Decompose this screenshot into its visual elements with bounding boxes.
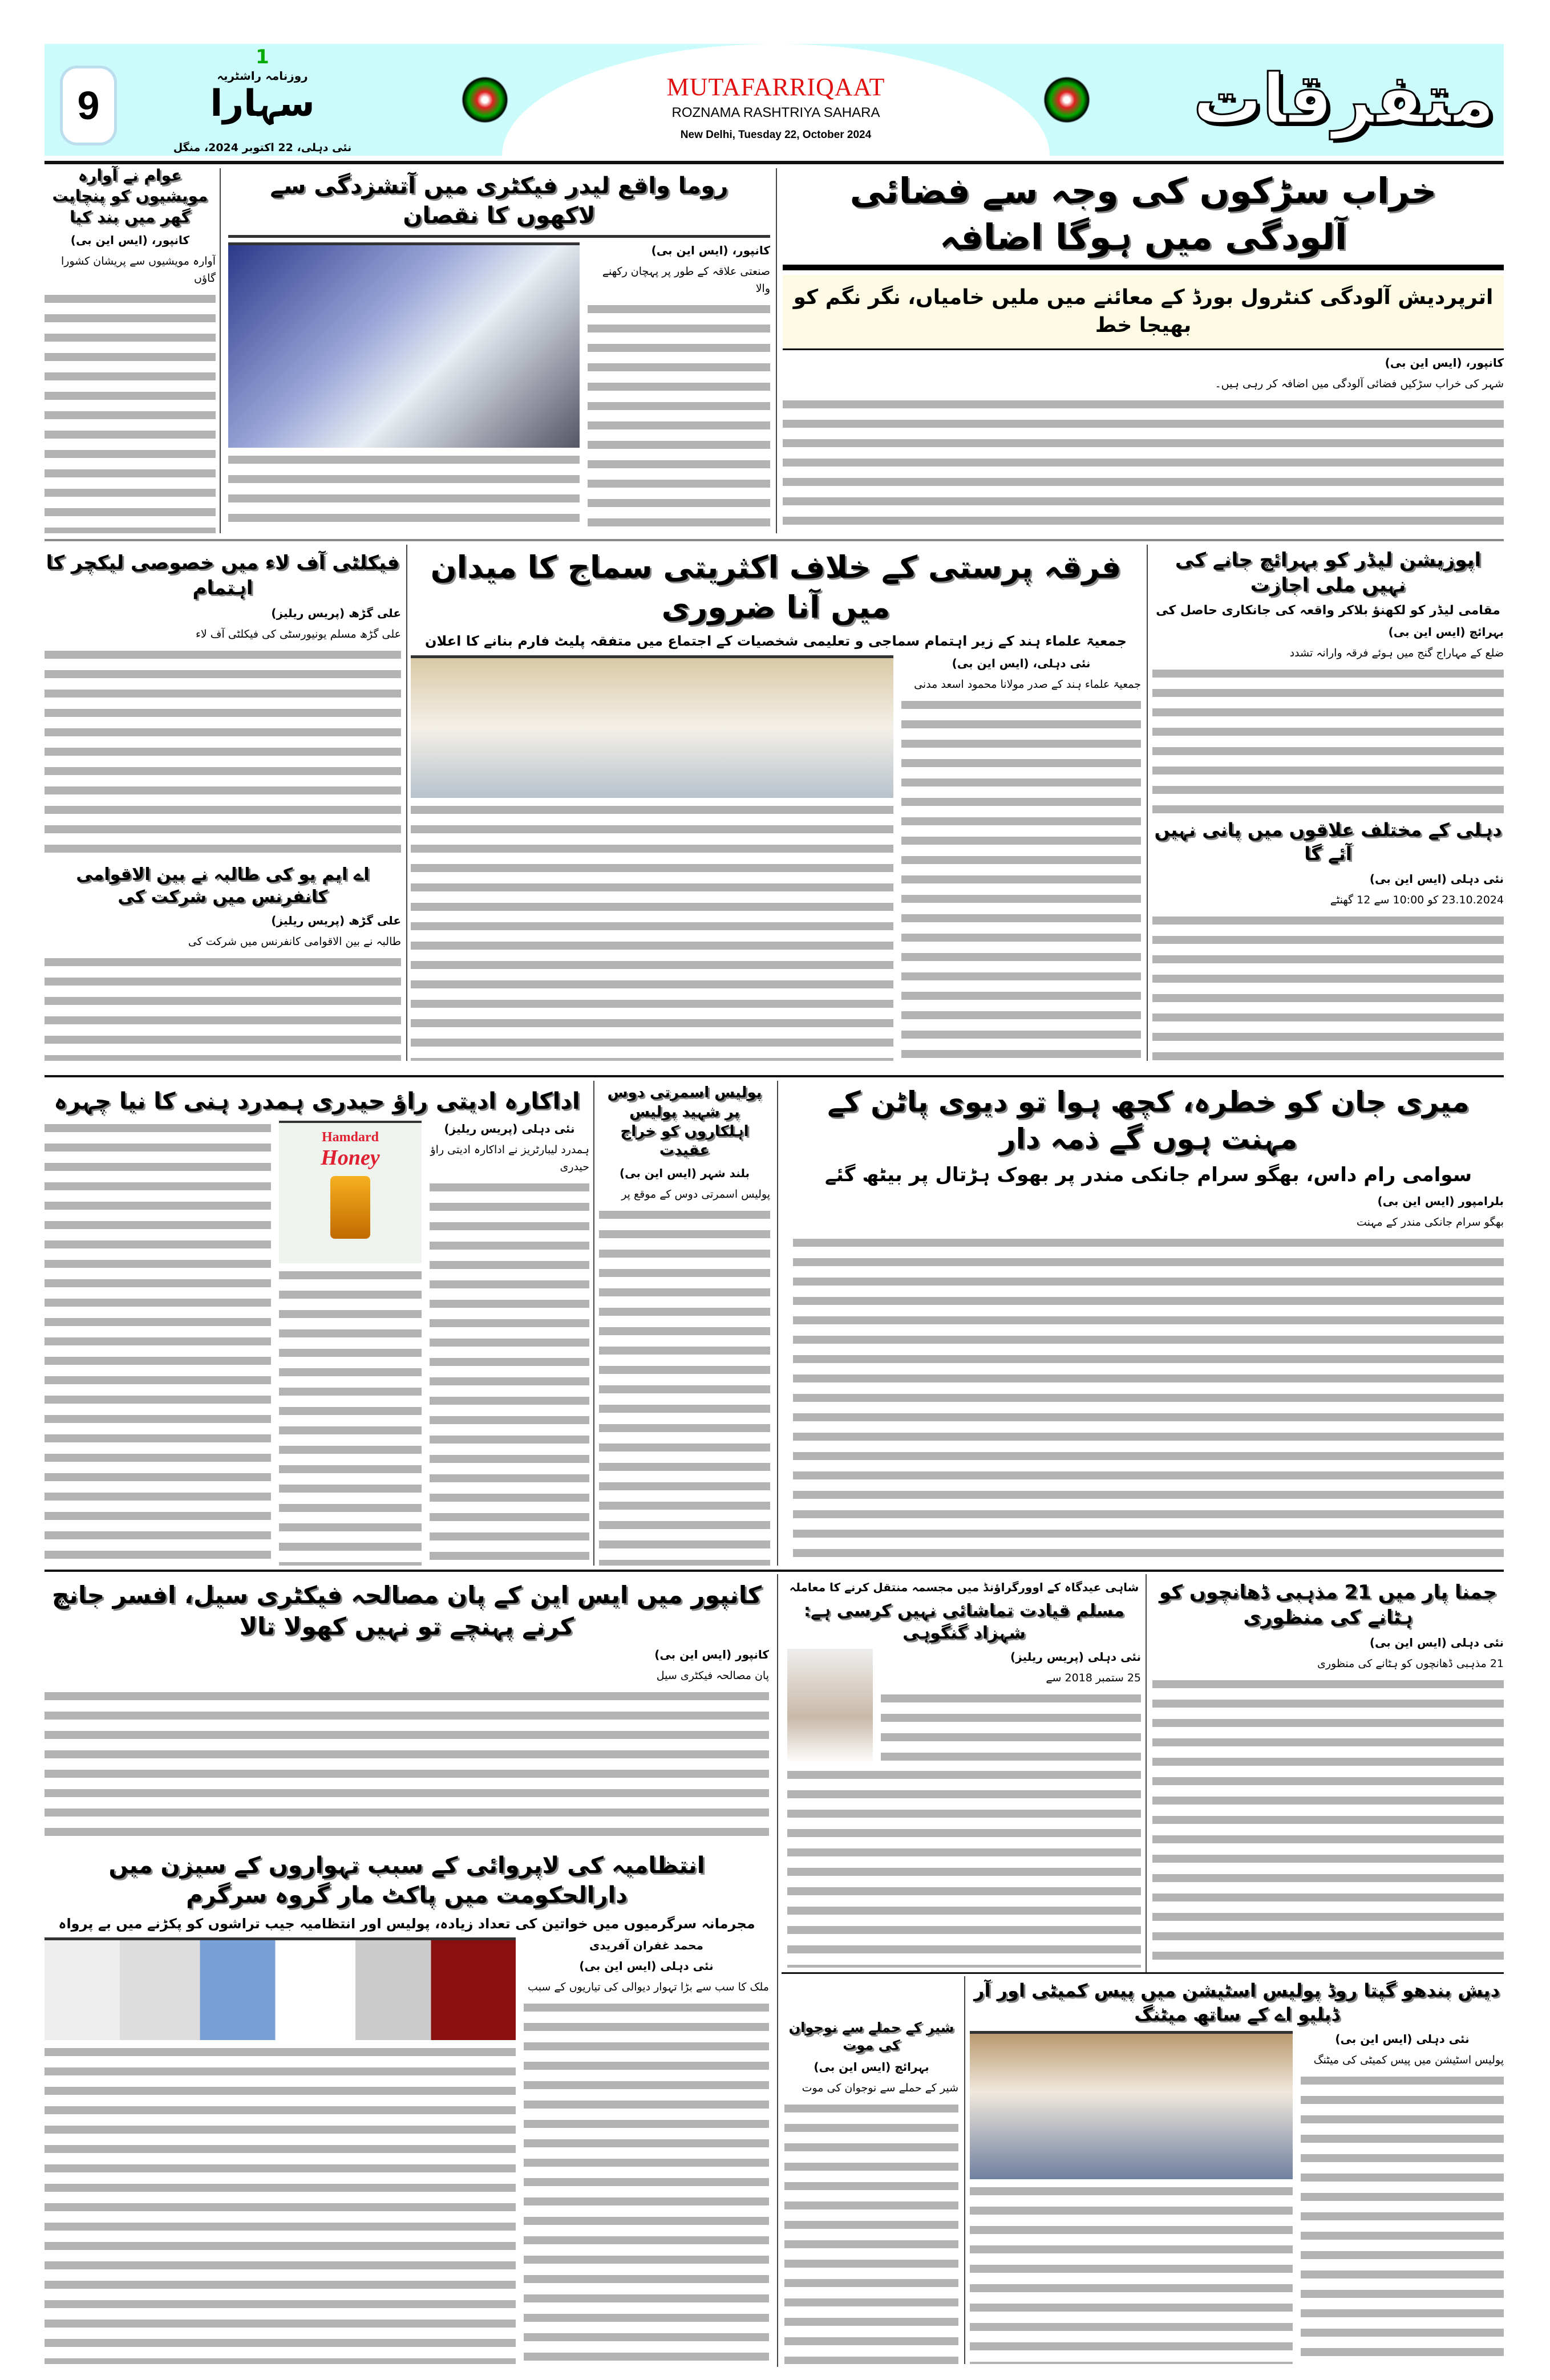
divider [44,539,1504,541]
headline[interactable]: کانپور میں ایس این کے پان مصالحہ فیکٹری سیل، افسر جانچ کرنے پہنچے تو نہیں کھولا تالا [51,1581,762,1640]
byline: بلرامپور (ایس این بی) [1377,1194,1504,1208]
article-body [44,291,216,533]
byline: بہرائچ (ایس این بی) [814,2060,929,2074]
headline[interactable]: خراب سڑکوں کی وجہ سے فضائی آلودگی میں ہوگا اضافہ [849,170,1437,258]
headline[interactable]: انتظامیہ کی لاپروائی کے سبب تہواروں کے سیزن میں دارالحکومت میں پاکٹ مار گروہ سرگرم [108,1852,705,1908]
article-lead: ضلع کے مہاراج گنج میں ہوئے فرقہ وارانہ تشدد [1289,647,1504,660]
byline: کانپور، (ایس این بی) [70,233,190,248]
article-jamia [1152,1580,1504,1968]
article-lead: شہر کی خراب سڑکیں فضائی آلودگی میں اضافہ کر رہی ہیں۔ [1215,378,1504,391]
byline: نئی دہلی (پریس ریلیز) [1010,1650,1141,1664]
page-number: 9 [60,66,117,145]
article-body [793,1235,1504,1566]
fire-photo [228,242,580,448]
divider [44,161,1504,164]
subheadline: اترپردیش آلودگی کنٹرول بورڈ کے معائنے میں ملیں خامیاں، نگر نگم کو بھیجا خط [783,275,1504,350]
divider [44,1570,1504,1572]
article-body [44,1689,769,1845]
byline: نئی دہلی (ایس این بی) [1335,2032,1470,2046]
article-lead: علی گڑھ مسلم یونیورسٹی کی فیکلٹی آف لاء [196,628,401,641]
byline: نئی دہلی (ایس این بی) [1369,1636,1504,1650]
article-lead: ہمدرد لیبارٹریز نے اداکارہ ادیتی راؤ حیدری [430,1144,589,1173]
article-fire [228,171,770,533]
divider [964,1976,965,2364]
divider [44,1075,1504,1077]
article-honey [44,1086,589,1566]
article-meeting [970,1979,1504,2364]
divider [220,168,221,533]
headline[interactable]: روما واقع لیدر فیکٹری میں آتشزدگی سے لاکھوں کا نقصان [270,173,729,229]
headline[interactable]: عوام نے آوارہ مویشیوں کو پنچایت گھر میں بند کیا [52,166,208,226]
article-body [524,2000,769,2364]
subheadline: جمعیۃ علماء ہند کے زیر اہتمام سماجی و تعلیمی شخصیات کے اجتماع میں متفقہ پلیٹ فارم بنانے کا اعلان [425,633,1127,650]
article-body [1301,2073,1504,2364]
date-en: New Delhi, Tuesday 22, October 2024 [680,129,872,141]
article-body [44,1121,271,1566]
subheadline: مجرمانہ سرگرمیوں میں خواتین کی تعداد زیادہ، پولیس اور انتظامیہ جیب تراشوں کو پکڑنے میں بے پرواہ [58,1916,755,1932]
divider [1147,545,1148,1061]
article-kanpur [44,1580,769,1845]
article-body [784,2101,958,2364]
headline[interactable]: میری جان کو خطرہ، کچھ ہوا تو دیوی پاٹن کے مہنت ہوں گے ذمہ دار [827,1085,1470,1155]
article-lead: پان مصالحہ فیکٹری سیل [656,1669,769,1682]
article-police [599,1084,770,1566]
headline[interactable]: پولیس اسمرتی دوس پر شہید پولیس اہلکاروں کو خراج عقیدت [607,1084,762,1159]
byline: کانپور، (ایس این بی) [1385,356,1504,370]
article-body [881,1691,1141,1763]
headline[interactable]: اپوزیشن لیڈر کو بہرائچ جانے کی نہیں ملی اجازت [1175,549,1482,597]
article-lead: آوارہ مویشیوں سے پریشان کشورا گاؤں [60,255,216,285]
divider [1146,1574,1147,1973]
article-body [970,2184,1293,2364]
headline[interactable]: مسلم قیادت تماشائی نہیں کرسی ہے: شہزاد گنگوہی [803,1601,1125,1643]
article-body [44,955,401,1061]
divider [406,545,407,1061]
article-lecture-amu [44,550,401,1061]
article-body [1152,913,1504,1061]
article-body [588,302,770,533]
headline[interactable]: فرقہ پرستی کے خلاف اکثریتی سماج کا میدان میں آنا ضروری [430,549,1122,626]
meeting-photo [411,655,893,798]
article-lead: شیر کے حملے سے نوجوان کی موت [802,2082,958,2095]
headline[interactable]: فیکلٹی آف لاء میں خصوصی لیکچر کا اہتمام [46,552,400,600]
headline[interactable]: دہلی کے مختلف علاقوں میں پانی نہیں آئے گا [1154,819,1502,865]
byline: نئی دہلی (ایس این بی) [579,1959,714,1973]
article-body [1152,1677,1504,1968]
portrait-photo [787,1649,873,1763]
byline: بلند شہر (ایس این بی) [619,1166,750,1181]
article-tiger [784,2019,958,2364]
byline: نئی دہلی (پریس ریلیز) [444,1122,575,1136]
article-body [279,1268,422,1566]
byline: علی گڑھ (پریس ریلیز) [271,914,401,928]
article-body [228,452,580,533]
headline[interactable]: جمنا پار میں 21 مذہبی ڈھانچوں کو ہٹانے کی منظوری [1159,1581,1497,1629]
honey-jar-icon [330,1176,370,1239]
article-body [783,397,1504,533]
article-lead: پولیس اسمرتی دوس کے موقع پر [621,1188,770,1201]
article-lead: ملک کا سب سے بڑا تہوار دیوالی کی تیاریوں کے سبب [528,1981,769,1994]
article-body [411,802,893,1061]
author: محمد غفران آفریدی [589,1939,703,1953]
article-shahi [787,1580,1141,1968]
kicker: شاہی عیدگاہ کے اوورگراؤنڈ میں مجسمہ منتقل کرنے کا معاملہ [789,1580,1139,1594]
divider [228,235,770,238]
article-cattle [44,165,216,533]
article-body [1152,666,1504,814]
divider [783,265,1504,270]
divider [782,1972,1504,1974]
headline[interactable]: شیر کے حملے سے نوجوان کی موت [788,2020,954,2054]
byline: کانپور، (ایس این بی) [651,244,770,257]
article-ayodhya [793,1084,1504,1566]
article-pickpocket [44,1851,769,2364]
article-body [44,647,401,859]
headline[interactable]: اداکارہ ادیتی راؤ حیدری ہمدرد ہنی کا نیا چہرہ [54,1088,580,1114]
article-lead: جمعیۃ علماء ہند کے صدر مولانا محمود اسعد مدنی [914,678,1141,691]
divider [776,168,777,533]
section-title-urdu: متفرقات [1193,60,1495,139]
article-lead: صنعتی علاقہ کے طور پر پہچان رکھنے والا [602,265,770,295]
article-roads [783,168,1504,533]
divider [777,1574,778,2367]
newspaper-logo[interactable] [154,46,371,140]
brand-tagline: روزنامہ راشٹریہ [217,69,308,83]
article-body [901,698,1141,1061]
divider [593,1081,594,1566]
hamdard-honey-ad: Hamdard Honey [279,1121,422,1263]
article-body [430,1180,589,1566]
article-body [44,2045,516,2364]
subheadline: سوامی رام داس، بھگو سرام جانکی مندر پر بھوک ہڑتال پر بیٹھ گئے [824,1163,1472,1186]
article-opposition-water [1152,548,1504,1061]
byline: نئی دہلی، (ایس این بی) [952,656,1091,670]
article-lead: 23.10.2024 کو 10:00 سے 12 گھنٹے [1330,893,1504,906]
article-lead: پولیس اسٹیشن میں پیس کمیٹی کی میٹنگ [1313,2054,1504,2067]
article-body [787,1767,1141,1968]
article-communal [411,548,1141,1061]
divider [777,1081,778,1566]
article-lead: بھگو سرام جانکی مندر کے مہنت [1356,1215,1504,1228]
article-lead: 25 ستمبر 2018 سے [1046,1672,1141,1684]
article-lead: 21 مذہبی ڈھانچوں کو ہٹانے کی منظوری [1317,1657,1504,1671]
article-body [599,1207,770,1566]
byline: بہرائچ (ایس این بی) [1388,625,1504,639]
paper-name: ROZNAMA RASHTRIYA SAHARA [671,105,880,120]
section-title-en: MUTAFARRIQAAT [666,73,885,101]
subheadline: مقامی لیڈر کو لکھنؤ بلاکر واقعہ کی جانکاری حاصل کی [1156,603,1500,618]
date-urdu: نئی دہلی، 22 اکتوبر 2024، منگل [173,141,352,154]
anniversary-badge: 1 [256,46,269,68]
byline: کانپور (ایس این بی) [654,1648,769,1662]
meeting-photo [970,2031,1293,2179]
portrait-photos [44,1937,516,2040]
byline: علی گڑھ (پریس ریلیز) [271,606,401,621]
byline: نئی دہلی (ایس این بی) [1369,871,1504,886]
brand-name: سہارا [210,83,315,125]
article-lead: طالبہ نے بین الاقوامی کانفرنس میں شرکت کی [188,935,401,948]
headline[interactable]: اے ایم یو کی طالبہ نے بین الاقوامی کانفرنس میں شرکت کی [76,865,370,907]
headline[interactable]: دیش بندھو گپتا روڈ پولیس اسٹیشن میں پیس کمیٹی اور آر ڈبلیو اے کے ساتھ میٹنگ [974,1980,1500,2025]
